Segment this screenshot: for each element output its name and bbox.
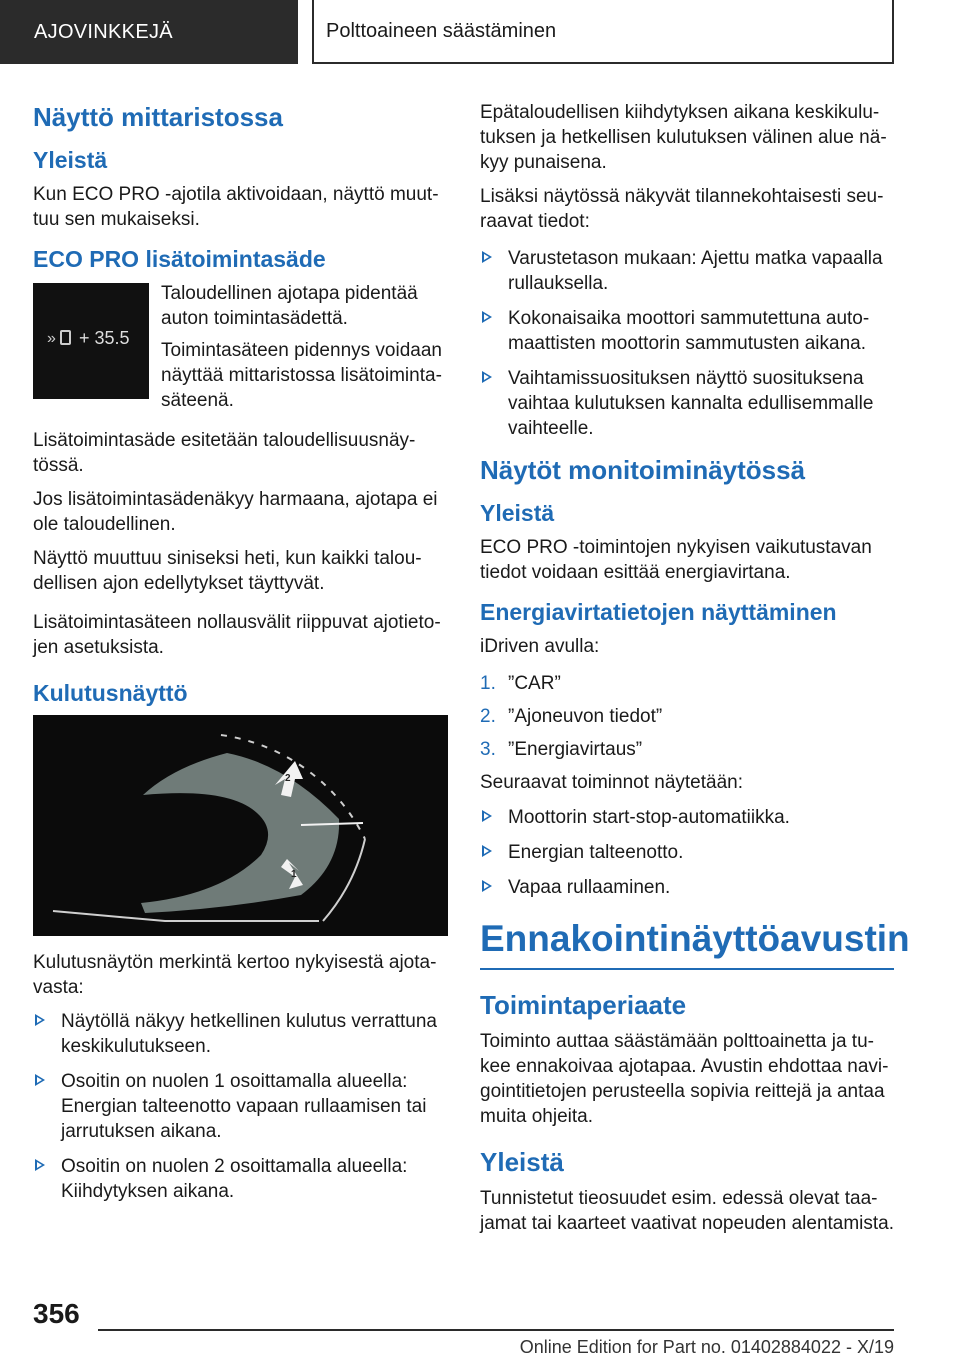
paragraph: Taloudellinen ajotapa pidentää auton toimintasädettä. (161, 283, 418, 329)
step-number: 1. (480, 673, 496, 694)
header-chapter-label: Polttoaineen säästäminen (326, 19, 557, 42)
step-list (480, 671, 895, 762)
triangle-bullet-icon (482, 311, 492, 323)
chapter-title: Ennakointinäyttöavustin (480, 918, 894, 970)
consumption-gauge-image (33, 715, 448, 936)
list-item (33, 1154, 448, 1204)
step-item (480, 737, 895, 762)
list-item (33, 1069, 448, 1144)
left-bullet-list (33, 1009, 448, 1204)
list-item (480, 840, 895, 865)
triangle-bullet-icon (482, 880, 492, 892)
paragraph: Tunnistetut tieosuudet esim. edessä olevat taajamat tai kaarteet vaativat nopeuden alentamista. (480, 1188, 895, 1234)
gauge-label: 1 (291, 869, 297, 880)
triangle-bullet-icon (482, 371, 492, 383)
triangle-bullet-icon (482, 845, 492, 857)
list-item-text: Näytöllä näkyy hetkellinen kulutus verrattuna keskikulutukseen. (61, 1011, 437, 1057)
page-number: 356 (33, 1298, 80, 1329)
list-item (480, 805, 895, 830)
triangle-bullet-icon (482, 810, 492, 822)
paragraph: Lisätoimintasäteen nollausvälit riippuvat ajotietojen asetuksista. (33, 612, 441, 658)
paragraph: Seuraavat toiminnot näytetään: (480, 772, 744, 793)
section-title: Näytöt monitoiminäytössä (480, 455, 806, 485)
eco-range-image (33, 283, 149, 399)
list-item-text: Moottorin start-stop-automatiikka. (508, 807, 790, 828)
paragraph: Lisäksi näytössä näkyvät tilannekohtaisesti seuraavat tiedot: (480, 186, 884, 232)
fuel-pump-icon (60, 330, 71, 345)
subsection-title: Energiavirtatietojen näyttäminen (480, 599, 837, 625)
header-section (0, 0, 298, 64)
step-item (480, 704, 895, 729)
subsection-title: Kulutusnäyttö (33, 680, 188, 706)
list-item-text: Energian talteenotto. (508, 842, 684, 863)
step-item (480, 671, 895, 696)
list-item-text: Osoitin on nuolen 1 osoittamalla alueella: Energian talteenotto vapaan rullaamisen tai jarrutuksen aikana. (61, 1071, 427, 1142)
triangle-bullet-icon (35, 1014, 45, 1026)
step-text: ”Ajoneuvon tiedot” (508, 706, 663, 727)
subsection-title: Toimintaperiaate (480, 990, 687, 1020)
paragraph: Epätaloudellisen kiihdytyksen aikana keskikulutuksen ja hetkellisen kulutuksen välinen alue näkyy punaisena. (480, 102, 887, 173)
list-item-text: Varustetason mukaan: Ajettu matka vapaalla rullauksella. (508, 248, 883, 294)
paragraph: ECO PRO -toimintojen nykyisen vaikutustavan tiedot voidaan esittää energiavirtana. (480, 537, 872, 583)
paragraph: Kun ECO PRO -ajotila aktivoidaan, näyttö muuttuu sen mukaiseksi. (33, 184, 439, 230)
eco-range-text (161, 281, 448, 420)
gauge-illustration (33, 715, 448, 936)
eco-range-value: + 35.5 (79, 328, 130, 348)
right-column (480, 96, 910, 1245)
triangle-bullet-icon (35, 1159, 45, 1171)
list-item-text: Osoitin on nuolen 2 osoittamalla alueella: Kiihdytyksen aikana. (61, 1156, 408, 1202)
gauge-label: 2 (285, 773, 291, 784)
paragraph: iDriven avulla: (480, 636, 600, 657)
section-title: Näyttö mittaristossa (33, 102, 283, 132)
eco-range-block (33, 281, 448, 420)
paragraph: Näyttö muuttuu siniseksi heti, kun kaikki taloudellisen ajon edellytykset täyttyvät. (33, 548, 422, 594)
list-item (33, 1009, 448, 1059)
step-text: ”Energiavirtaus” (508, 739, 643, 760)
footer-edition: Online Edition for Part no. 01402884022 - X/19 (519, 1337, 894, 1357)
list-item (480, 366, 895, 441)
subsection-title: Yleistä (480, 1147, 564, 1177)
step-number: 3. (480, 739, 496, 760)
header-chapter (312, 0, 894, 64)
paragraph: Toiminto auttaa säästämään polttoainetta ja tukee ennakoivaa ajotapaa. Avustin ehdottaa navigointitietojen perusteella sopivia reittejä ja antaa muita ohjeita. (480, 1031, 889, 1127)
right-bullet-list-2 (480, 805, 895, 900)
paragraph: Lisätoimintasäde esitetään taloudellisuusnäytössä. (33, 430, 416, 476)
footer-divider (98, 1329, 894, 1331)
header-section-label: AJOVINKKEJÄ (34, 20, 173, 43)
subsection-title: ECO PRO lisätoimintasäde (33, 246, 326, 272)
list-item-text: Vaihtamissuosituksen näyttö suosituksena vaihtaa kulutuksen kannalta edullisemmalle vaihteelle. (508, 368, 874, 439)
triangle-bullet-icon (482, 251, 492, 263)
subsection-title: Yleistä (480, 500, 555, 526)
list-item (480, 875, 895, 900)
subsection-title: Yleistä (33, 147, 108, 173)
list-item-text: Kokonaisaika moottori sammutettuna automaattisten moottorin sammutusten aikana. (508, 308, 870, 354)
list-item (480, 246, 895, 296)
step-text: ”CAR” (508, 673, 561, 694)
paragraph: Kulutusnäytön merkintä kertoo nykyisestä ajotavasta: (33, 952, 437, 998)
paragraph: Jos lisätoimintasädenäkyy harmaana, ajotapa ei ole taloudellinen. (33, 489, 438, 535)
right-bullet-list (480, 246, 895, 441)
left-column (33, 96, 448, 1214)
triangle-bullet-icon (35, 1074, 45, 1086)
list-item (480, 306, 895, 356)
list-item-text: Vapaa rullaaminen. (508, 877, 671, 898)
paragraph: Toimintasäteen pidennys voidaan näyttää mittaristossa lisätoimintasäteenä. (161, 340, 442, 411)
double-chevron-icon: » (47, 330, 56, 347)
step-number: 2. (480, 706, 496, 727)
